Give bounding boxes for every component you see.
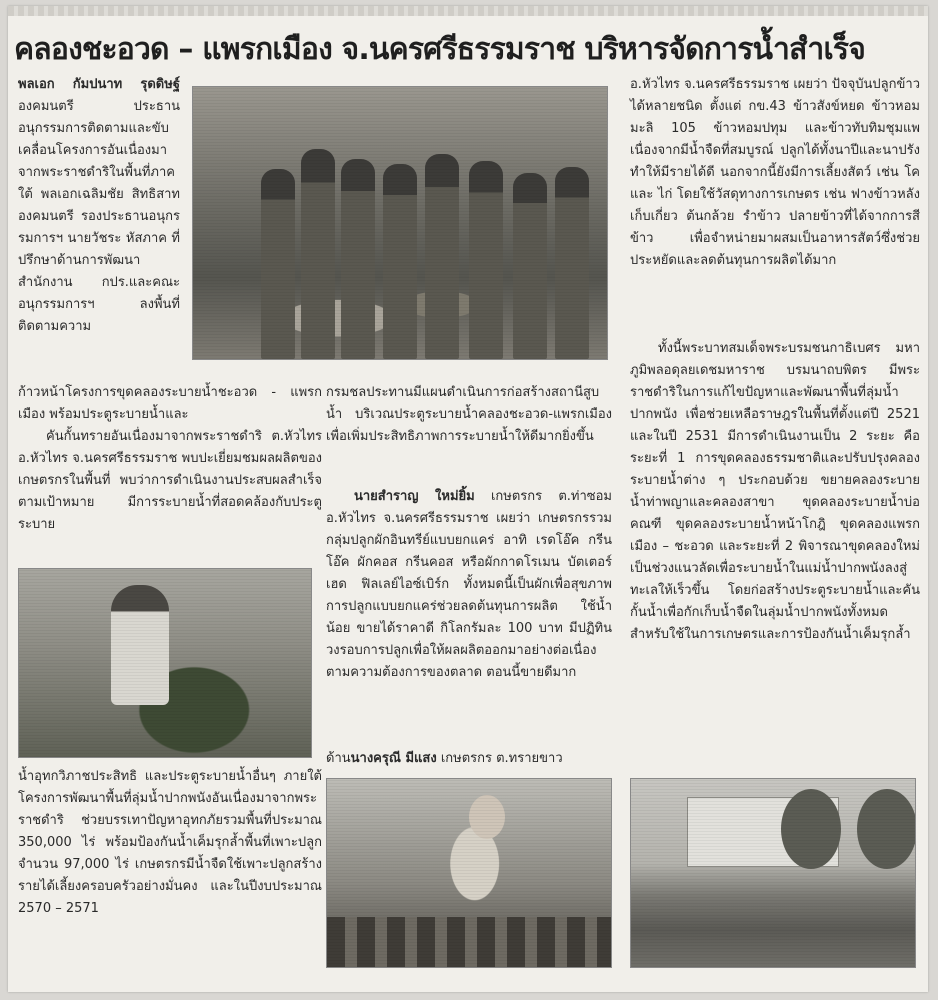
- col2-person-name-1: นายสำราญ ใหม่ยิ้ม: [354, 489, 475, 504]
- col2-paragraph-1: กรมชลประทานมีแผนดำเนินการก่อสร้างสถานีสูบน้ำ บริเวณประตูระบายน้ำคลองชะอวด-แพรกเมือง เพื่อเพิ่มประสิทธิภาพการระบายน้ำให้ดีมากยิ่งขึ้น: [326, 385, 612, 444]
- col2-text-3-pre: ด้าน: [326, 751, 351, 766]
- col3-paragraph-1: อ.หัวไทร จ.นครศรีธรรมราช เผยว่า ปัจจุบันปลูกข้าวได้หลายชนิด ตั้งแต่ กข.43 ข้าวสังข์หยด ข้าวหอมมะลิ 105 ข้าวหอมปทุม และข้าวทับทิมชุมแพ เนื่องจากมีน้ำจืดที่สมบูรณ์ ปลูกได้ทั้งนาปีและนาปรัง ทำให้มีรายได้ดี นอกจากนี้ยังมีการเลี้ยงสัตว์ เช่น โค และ ไก่ โดยใช้วัสดุทางการเกษตร เช่น ฟางข้าวหลังเก็บเกี่ยว ต้นกล้วย รำข้าว ปลายข้าวที่ได้จากการสีข้าว เพื่อจำหน่ายมาผสมเป็นอาหารสัตว์ซึ่งช่วยประหยัดและลดต้นทุนการผลิตได้มาก: [630, 77, 920, 268]
- col1-paragraph-3: น้ำอุทกวิภาชประสิทธิ และประตูระบายน้ำอื่นๆ ภายใต้โครงการพัฒนาพื้นที่ลุ่มน้ำปากพนังอันเนื่องมาจากพระราชดำริ ช่วยบรรเทาปัญหาอุทกภัยรวมพื้นที่ประมาณ 350,000 ไร่ พร้อมป้องกันน้ำเค็มรุกล้ำพื้นที่เพาะปลูกจำนวน 97,000 ไร่ เกษตรกรมีน้ำจืดใช้เพาะปลูกสร้างรายได้เลี้ยงครอบครัวอย่างมั่นคง และในปีงบประมาณ 2570 – 2571: [18, 769, 322, 916]
- farmer-photo: [18, 568, 312, 758]
- headline: คลองชะอวด – แพรกเมือง จ.นครศรีธรรมราช บริหารจัดการน้ำสำเร็จ: [14, 32, 865, 67]
- col1-person-name: พลเอก กัมปนาท รุดดิษฐ์: [18, 77, 180, 92]
- woman-photo: [326, 778, 612, 968]
- officers-photo: [192, 86, 608, 360]
- newspaper-page: [8, 6, 928, 992]
- col2-text-3: เกษตรกร ต.ทรายขาว: [440, 751, 563, 766]
- col3-paragraph-2: ทั้งนี้พระบาทสมเด็จพระบรมชนกาธิเบศร มหาภูมิพลอดุลยเดชมหาราช บรมนาถบพิตร มีพระราชดำริในการแก้ไขปัญหาและพัฒนาพื้นที่ลุ่มน้ำปากพนัง เพื่อช่วยเหลือราษฎรในพื้นที่ตั้งแต่ปี 2521 และในปี 2531 มีการดำเนินงานเป็น 2 ระยะ คือ ระยะที่ 1 การขุดคลองธรรมชาติและปรับปรุงคลองระบายน้ำต่าง ๆ ประกอบด้วย ขยายคลองระบายน้ำท่าพญาและคลองสาขา ขุดคลองระบายน้ำบ่อคณฑี ขุดคลองระบายน้ำหน้าโกฎิ ขุดคลองแพรกเมือง – ชะอวด และระยะที่ 2 พิจารณาขุดคลองใหม่เป็นช่วงแนวลัดเพื่อระบายน้ำในแม่น้ำปากพนังลงสู่ทะเลให้เร็วขึ้น โดยก่อสร้างประตูระบายน้ำและคันกั้นน้ำเพื่อกักเก็บน้ำจืดในลุ่มน้ำปากพนังทั้งหมดสำหรับใช้ในการเกษตรและการป้องกันน้ำเค็มรุกล้ำ: [630, 341, 920, 642]
- col2-paragraph-3: [326, 748, 612, 770]
- col2-person-name-2: นางครุณี มีแสง: [350, 751, 437, 766]
- col2-text-2: เกษตรกร ต.ท่าซอม อ.หัวไทร จ.นครศรีธรรมราช เผยว่า เกษตรกรรวมกลุ่มปลูกผักอินทรีย์แบบยกแคร่ อาทิ เรดโอ๊ค กรีนโอ๊ค ผักคอส กรีนคอส หรือผักกาดโรเมน บัตเตอร์เฮด ฟิลเลย์ไอซ์เบิร์ก ทั้งหมดนี้เป็นผักเพื่อสุขภาพ การปลูกแบบยกแคร่ช่วยลดต้นทุนการผลิต ใช้น้ำน้อย ขายได้ราคาดี กิโลกรัมละ 100 บาท มีปฏิทินวงรอบการปลูกเพื่อให้ผลผลิตออกมาอย่างต่อเนื่องตามความต้องการของตลาด ตอนนี้ขายดีมาก: [326, 489, 612, 680]
- col1-paragraph-2: คันกั้นทรายอันเนื่องมาจากพระราชดำริ ต.หัวไทร อ.หัวไทร จ.นครศรีธรรมราช พบปะเยี่ยมชมผลผลิตของเกษตรกรในพื้นที่ พบว่าการดำเนินงานประสบผลสำเร็จตามเป้าหมาย มีการระบายน้ำที่สอดคล้องกับประตูระบาย: [18, 429, 322, 532]
- col1-paragraph-1: [18, 74, 180, 338]
- col2-paragraph-2: [326, 486, 612, 684]
- col1-text-1: องคมนตรี ประธานอนุกรรมการติดตามและขับเคลื่อนโครงการอันเนื่องมาจากพระราชดำริในพื้นที่ภาคใต้ พลเอกเฉลิมชัย สิทธิสาท องคมนตรี รองประธานอนุกรรมการฯ นายวัชระ หัสภาค ที่ปรึกษาด้านการพัฒนา สำนักงาน กปร.และคณะอนุกรรมการฯ ลงพื้นที่ติดตามความ: [18, 99, 180, 334]
- pumping-station-photo: [630, 778, 916, 968]
- col1-paragraph-1-cont: ก้าวหน้าโครงการขุดคลองระบายน้ำชะอวด - แพรกเมือง พร้อมประตูระบายน้ำและ: [18, 385, 322, 422]
- top-strip: [8, 6, 928, 16]
